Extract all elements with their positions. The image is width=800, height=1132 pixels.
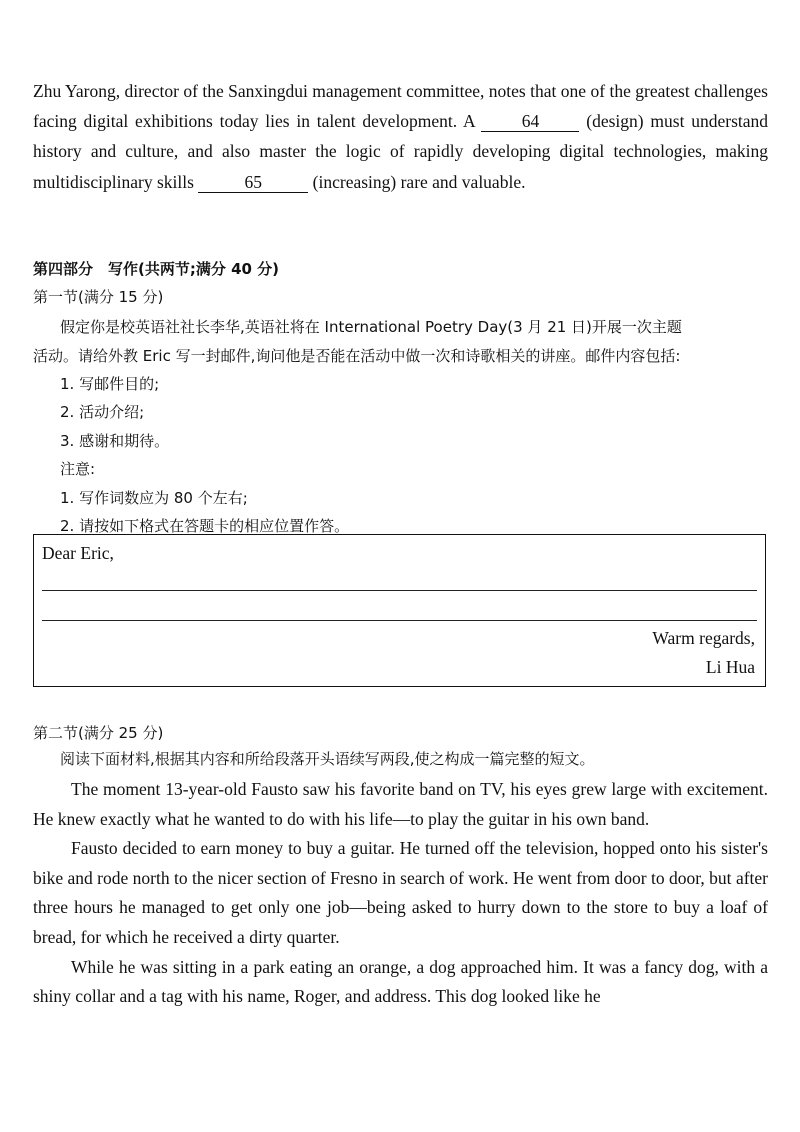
writing-task-prompt (33, 313, 772, 370)
letter-closing: Warm regards, (652, 628, 755, 648)
letter-answer-box (33, 534, 766, 687)
continuation-passage (33, 775, 768, 1012)
letter-signature: Li Hua (705, 657, 755, 677)
task-item: 3. 感谢和期待。 (60, 431, 170, 450)
note-item: 2. 请按如下格式在答题卡的相应位置作答。 (60, 517, 350, 536)
blank-64-number: 64 (521, 111, 540, 132)
note-label: 注意: (60, 460, 96, 479)
task-content-list (60, 370, 349, 540)
passage-text-3: (increasing) rare and valuable. (312, 171, 526, 192)
blank-65-number: 65 (244, 171, 263, 192)
section2-title: 第二节(满分 25 分) (33, 724, 164, 742)
passage-text-1: Zhu Yarong, director of the Sanxingdui management committee, notes that one of the greatest challenges facing digital exhibitions today lies in talent development. A (33, 81, 768, 132)
blank-64[interactable] (481, 111, 579, 132)
task-line-1: 假定你是校英语社社长李华,英语社将在 International Poetry Day(3 月 21 日)开展一次主题 (60, 318, 682, 336)
part4-title: 第四部分 写作(共两节;满分 40 分) (33, 260, 280, 278)
note-item: 1. 写作词数应为 80 个左右; (60, 488, 248, 507)
letter-greeting: Dear Eric, (42, 543, 114, 563)
passage-text-2: (design) must understand history and culture, and also master the logic of rapidly developing digital technologies, making multidisciplinary skills (33, 111, 769, 192)
answer-line[interactable] (42, 620, 757, 621)
task-line-2: 活动。请给外教 Eric 写一封邮件,询问他是否能在活动中做一次和诗歌相关的讲座。邮件内容包括: (33, 346, 681, 365)
blank-65[interactable] (198, 172, 308, 193)
passage-paragraph: Fausto decided to earn money to buy a guitar. He turned off the television, hopped onto his sister's bike and rode north to the nicer section of Fresno in search of work. He went from door to door, but after three hours he managed to get only one job—being asked to hurry down to the store to buy a loaf of bread, for which he received a dirty quarter. (33, 838, 768, 947)
section2-instruction: 阅读下面材料,根据其内容和所给段落开头语续写两段,使之构成一篇完整的短文。 (60, 750, 595, 768)
answer-line[interactable] (42, 590, 757, 591)
task-item: 1. 写邮件目的; (60, 375, 160, 393)
task-item: 2. 活动介绍; (60, 403, 145, 422)
passage-paragraph: The moment 13-year-old Fausto saw his favorite band on TV, his eyes grew large with excitement. He knew exactly what he wanted to do with his life—to play the guitar in his own band. (33, 779, 768, 829)
section1-title: 第一节(满分 15 分) (33, 288, 164, 306)
passage-cloze (33, 76, 768, 197)
passage-paragraph: While he was sitting in a park eating an orange, a dog approached him. It was a fancy dog, with a shiny collar and a tag with his name, Roger, and address. This dog looked like he (33, 956, 768, 1007)
